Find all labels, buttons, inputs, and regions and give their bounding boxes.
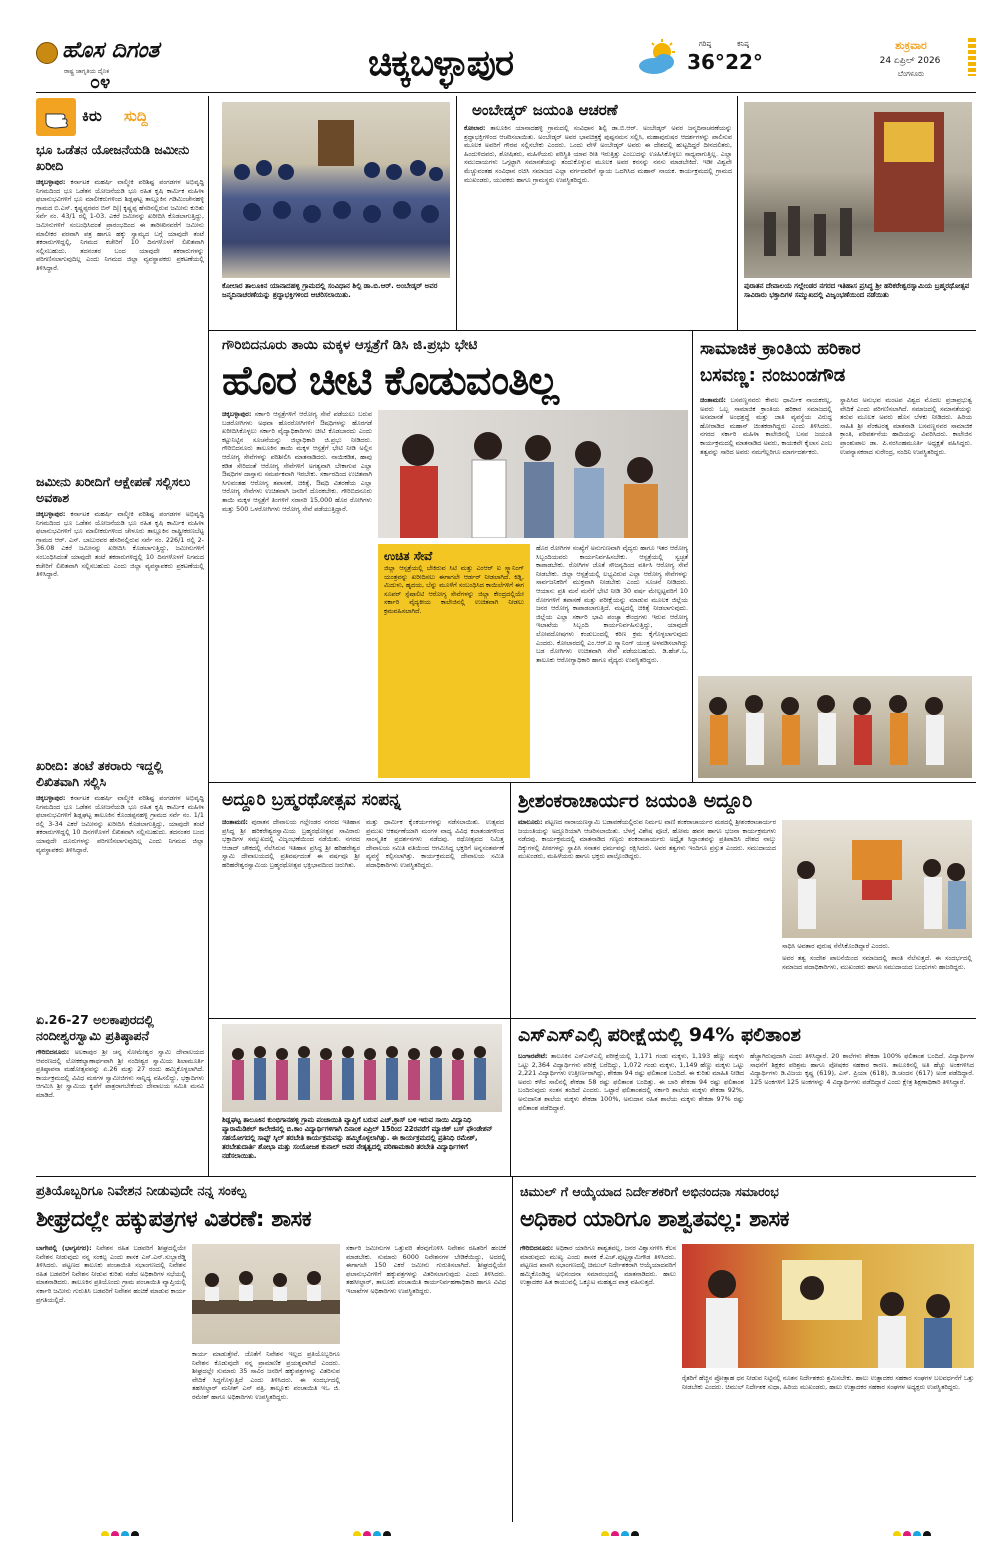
mid-rule-1 xyxy=(510,782,511,1176)
lead-col-3-body: ಮಟ್ಟದಲ್ಲಿ ಚಿಕಿತ್ಸೆ ನೀಡಲಾಗುವುದು. ಜಿಲ್ಲೆಯ ಎಲ್ಲಾ ಸರ್ಕಾರಿ ಭಾವಿ ಪಂಚ್ಯಾ ಕೇಂದ್ರಗಳು ಇರುವ ಆರೋಗ್ಯ ಇಲಾಖೆಯ ಸಿಬ್ಬಂದಿ ಕಾರ್ಯನಿರ್ವಹಿಸುತ್ತಿದ್ದು, ಯಾವುದೇ ಲೋಪದೋಷಗಳು ಕಂಡುಬಂದಲ್ಲಿ ಕಠಿಣ ಕ್ರಮ ಕೈಗೊಳ್ಳಲಾಗುವುದು ಎಂದರು. ಕೋಲಾರದಲ್ಲಿ ಎಂ.ಆರ್.ಐ ಸ್ಕ್ಯಾನಿಂಗ್ ಯಂತ್ರ ಅಳವಡಿಸಲಾಗಿದ್ದು ಬಡ ರೋಗಿಗಳು ಉಚಿತವಾಗಿ ಸೇವೆ ಪಡೆಯಬಹುದು. ಡಿ.ಹೆಚ್.ಒ, ತಾಲೂಕು ಆರೋಗ್ಯಾಧಿಕಾರಿ ಹಾಗೂ ವೈದ್ಯರು ಉಪಸ್ಥಿತರಿದ್ದರು. xyxy=(536,604,688,664)
sslc-col-2-body: ಹೆಚ್ಚಾಗಿರುವುದಾಗಿ ಎಂದು ತಿಳಿಸಿದ್ದಾರೆ. 20 ಶಾಲೆಗಳು ಶೇಕಡಾ 100% ಫಲಿತಾಂಶ ಬಂದಿದೆ. ವಿದ್ಯಾರ್ಥಿಗಳ ಸಾಧನೆಗೆ ಶಿಕ್ಷಕರ ಪರಿಶ್ರಮ ಹಾಗೂ ಪೋಷಕರ ಸಹಕಾರ ಕಾರಣ. ತಾಲೂಕಿನಲ್ಲಿ ಅತಿ ಹೆಚ್ಚು ಅಂಕಗಳಿಸಿದ ವಿದ್ಯಾರ್ಥಿಗಳು ಡಿ.ವಿಜಯ ಕೃಷ್ಣ (619), ಎಸ್. ಪ್ರಿಯಾ (618), ಡಿ.ಚಂದನ (617) ಅಂಕ ಪಡೆದಿದ್ದಾರೆ. 125 ಅಂಕಗಳಿಗೆ 125 ಅಂಕಗಳನ್ನು 4 ವಿದ್ಯಾರ್ಥಿಗಳು ಪಡೆದಿದ್ದಾರೆ ಎಂದು ಕ್ಷೇತ್ರ ಶಿಕ್ಷಣಾಧಿಕಾರಿ ತಿಳಿಸಿದ್ದಾರೆ. xyxy=(750,1052,974,1086)
bottom-rule xyxy=(512,1176,513,1522)
hospital-visit-photo xyxy=(378,410,688,538)
lead-kicker: ಗೌರಿಬಿದನೂರು ತಾಯಿ ಮಕ್ಕಳ ಆಸ್ಪತ್ರೆಗೆ ಡಿಸಿ ಜಿ.ಪ್ರಭು ಭೇಟಿ xyxy=(222,337,478,353)
brahmotsava-col-2-body: ಮತ್ತು ಧಾರ್ಮಿಕ ಕೈಂಕರ್ಯಗಳನ್ನು ನಡೆಸಲಾಯಿತು. ಉತ್ಸವದ ಪ್ರಮುಖ ಆಕರ್ಷಣೆಯಾಗಿ ಮಂಗಳ ವಾದ್ಯ ವಿವಿಧ ಕಲಾತಂಡಗಳಿಂದ ಸಾಂಸ್ಕೃತಿಕ ಪ್ರದರ್ಶನಗಳು ನಡೆದವು. ರಥೋತ್ಸವದ ನಿಮಿತ್ತ ದೇವಾಲಯ ಸಮಿತಿ ವತಿಯಿಂದ ಆಗಮಿಸಿದ್ದ ಭಕ್ತರಿಗೆ ಅನ್ನಸಂತರ್ಪಣೆ ವ್ಯವಸ್ಥೆ ಕಲ್ಪಿಸಲಾಗಿತ್ತು. ಕಾರ್ಯಕ್ರಮದಲ್ಲಿ ದೇವಾಲಯ ಸಮಿತಿ ಪದಾಧಿಕಾರಿಗಳು ಉಪಸ್ಥಿತರಿದ್ದರು. xyxy=(366,818,504,869)
brahmotsava-title: ಅದ್ದೂರಿ ಬ್ರಹ್ಮರಥೋತ್ಸವ ಸಂಪನ್ನ xyxy=(222,790,401,810)
housing-col-3-body: ಕಾರ್ಯ ಮಾಡುತ್ತೇವೆ. ಜೊತೆಗೆ ನಿವೇಶನ ಇಲ್ಲದ ಪ್ರತಿಯೊಬ್ಬರಿಗೂ ನಿವೇಶನ ಕೊಡುವುದೇ ನನ್ನ ಪ್ರಾಮಾಣಿಕ ಪ್ರಯತ್ನವಾಗಿದೆ ಎಂದರು. ಶೀಘ್ರದಲ್ಲೇ ಸುಮಾರು 35 ಸಾವಿರ ಜನರಿಗೆ ಹಕ್ಕುಪತ್ರಗಳನ್ನು ವಿತರಿಸುವ ವೇದಿಕೆ ಸಿದ್ಧಗೊಳ್ಳುತ್ತಿದೆ ಎಂದು ತಿಳಿಸಿದರು. ಈ ಸಂದರ್ಭದಲ್ಲಿ ತಹಸೀಲ್ದಾರ್ ಮನೀಶ್ ಎನ್ ಪತ್ರಿ, ತಾಲ್ಲೂಕು ಪಂಚಾಯಿತಿ ಇಒ ಜಿ. ರಮೇಶ್ ಹಾಗೂ ಅಧಿಕಾರಿಗಳು ಉಪಸ್ಥಿತರಿದ್ದರು. xyxy=(192,1350,340,1401)
registration-marks-right xyxy=(600,1524,660,1536)
housing-col-1 xyxy=(36,1244,186,1520)
left-story-2-body: ಕರ್ನಾಟಕ ಮಹರ್ಷಿ ವಾಲ್ಮೀಕಿ ಪರಿಶಿಷ್ಟ ಪಂಗಡಗಳ ಅಭಿವೃದ್ಧಿ ನಿಗಮದಿಂದ ಭೂ ಒಡೆತನ ಯೋಜನೆಯಡಿ ಭೂ ರಹಿತ ಕೃಷಿ ಕಾರ್ಮಿಕ ಮಹಿಳಾ ಫಲಾನುಭವಿಗಳಿಗೆ ಭೂ ಮಾಲೀಕರುಗಳಿಂದ ಚೇಳೂರು ತಾಲ್ಲೂಕಿನ ರಾಷ್ಟ್ರೀಕರಣಬೆಟ್ಟ ಗ್ರಾಮದ ಆರ್. ಎಸ್. ಬಾಬುರವರ ಹೆಸರಿನಲ್ಲಿರುವ ಸರ್ವೆ ನಂ. 226/1 ರಲ್ಲಿ 2-36.08 ಎಕರೆ ಜಮೀನನ್ನು ಖರೀದಿಸಿ ಕೊಡಲಾಗುತ್ತಿದ್ದು, ಜಮೀನುಗಳಿಗೆ ಸಂಬಂಧಿಸಿದಂತೆ ಯಾವುದೇ ತಂಟೆ ತಕರಾರುಗಳಿದ್ದಲ್ಲಿ 10 ದಿನಗಳೊಳಗೆ ನಿಗಮದ ಕಚೇರಿಗೆ ಲಿಖಿತವಾಗಿ ಸಲ್ಲಿಸಬಹುದು ಎಂದು ಜಿಲ್ಲಾ ವ್ಯವಸ್ಥಾಪಕರು ಪ್ರಕಟಣೆಯಲ್ಲಿ ತಿಳಿಸಿದ್ದಾರೆ. xyxy=(36,510,204,579)
left-story-3-lead: ಚಿಕ್ಕಬಳ್ಳಾಪುರ: xyxy=(36,794,66,802)
housing-col-2 xyxy=(346,1244,506,1520)
basavanna-lead: ಚಿಂತಾಮಣಿ: xyxy=(700,396,726,404)
shankara-title: ಶ್ರೀಶಂಕರಾಚಾರ್ಯರ ಜಯಂತಿ ಅದ್ದೂರಿ xyxy=(518,790,753,812)
housing-col-1-body: ನಿವೇಶನ ರಹಿತ ಬಡವರಿಗೆ ಶೀಘ್ರದಲ್ಲಿಯೇ ನಿವೇಶನ ನೀಡುವುದು ನನ್ನ ಸಂಕಲ್ಪ ಎಂದು ಶಾಸಕ ಎಸ್.ಎನ್.ಸುಬ್ಬಾರೆಡ್ಡಿ ತಿಳಿಸಿದರು. ಪಟ್ಟಣದ ತಾಲೂಕು ಪಂಚಾಯಿತಿ ಸಭಾಂಗಣದಲ್ಲಿ ನಿವೇಶನ ರಹಿತ ಬಡವರಿಗೆ ನಿವೇಶನ ನೀಡುವ ಕುರಿತು ನಡೆದ ಅಧಿಕಾರಿಗಳ ಸಭೆಯಲ್ಲಿ ಮಾತನಾಡಿದರು. ತಾಲೂಕಿನ ಪ್ರತಿಯೊಂದು ಗ್ರಾಮ ಪಂಚಾಯಿತಿ ವ್ಯಾಪ್ತಿಯಲ್ಲಿ ಸರ್ಕಾರಿ ಜಮೀನು ಗುರುತಿಸಿ ಬಡವರಿಗೆ ನಿವೇಶನ ಹಂಚಿಕೆ ಮಾಡುವ ಕಾರ್ಯ ಪ್ರಗತಿಯಲ್ಲಿದೆ. xyxy=(36,1244,186,1304)
free-service-box xyxy=(378,544,530,778)
left-story-1 xyxy=(36,142,204,472)
weather-icon xyxy=(636,38,684,78)
left-story-2 xyxy=(36,474,204,756)
side-strip xyxy=(968,38,976,76)
top-rule-1 xyxy=(456,96,457,330)
yanadahalli-photo xyxy=(222,102,450,278)
shankara-story-2: ಅವರ ತತ್ವ ಸಂದೇಶ ಪಾಲನೆಯಿಂದ ಸಮಾಜದಲ್ಲಿ ಶಾಂತಿ ನೆಲೆಸುತ್ತದೆ. ಈ ಸಂದರ್ಭದಲ್ಲಿ ಸಮಾಜದ ಪದಾಧಿಕಾರಿಗಳು, ಮುಖಂಡರು ಹಾಗೂ ಸಮುದಾಯದ ಬಂಧುಗಳು ಹಾಜರಿದ್ದರು. xyxy=(782,954,972,971)
ambedkar-body: ತಾಲೂಕಿನ ಯಾನಾದಹಳ್ಳಿ ಗ್ರಾಮದಲ್ಲಿ ಸಂವಿಧಾನ ಶಿಲ್ಪಿ ಡಾ.ಬಿ.ಆರ್. ಅಂಬೇಡ್ಕರ್ ಅವರ ಜನ್ಮದಿನಾಚರಣೆಯನ್ನು ಶ್ರದ್ಧಾಭಕ್ತಿಗಳಿಂದ ಆಚರಿಸಲಾಯಿತು. ಅಂಬೇಡ್ಕರ್ ಅವರ ಭಾವಚಿತ್ರಕ್ಕೆ ಪುಷ್ಪನಮನ ಸಲ್ಲಿಸಿ, ಮಹಾಪುರುಷರ ಆದರ್ಶಗಳನ್ನು ಪಾಲಿಸುವ ಮೂಲಕ ಅವರಿಗೆ ಗೌರವ ಸಲ್ಲಿಸಬೇಕು ಎಂದರು. ಒಂದು ವೇಳೆ ಅಂಬೇಡ್ಕರ್ ಅವರು ಈ ದೇಶದಲ್ಲಿ ಹುಟ್ಟದಿದ್ದರೆ ದೀನದಲಿತರು, ಹಿಂದುಳಿದವರು, ಶೋಷಿತರು, ಮಹಿಳೆಯರು ಪರಿಸ್ಥಿತಿ ಯಾವ ರೀತಿ ಇರುತ್ತಿತ್ತು ಎಂಬುದನ್ನು ಊಹಿಸಿಕೊಳ್ಳಲು ಸಾಧ್ಯವಾಗುತ್ತಿಲ್ಲ. ಎಲ್ಲಾ ಸಮುದಾಯಗಳು ಒಗ್ಗಟ್ಟಾಗಿ ಸಮಾನತೆಯನ್ನು ತಂದುಕೊಳ್ಳುವ ಮೂಲಕ ಅವರ ಕನಸನ್ನು ನನಸು ಮಾಡಬೇಕಿದೆ. ಇಡೀ ವಿಶ್ವವೇ ಮೆಚ್ಚುವಂತಹ ಸಂವಿಧಾನ ರಚಿಸಿ ಸಮಾಜದ ಎಲ್ಲಾ ವರ್ಗದವರಿಗೆ ನ್ಯಾಯ ಒದಗಿಸಿದ ಮಹಾನ್ ನಾಯಕ. ಕಾರ್ಯಕ್ರಮದಲ್ಲಿ ಗ್ರಾಮದ ಮುಖಂಡರು, ಯುವಕರು ಹಾಗೂ ಗ್ರಾಮಸ್ಥರು ಉಪಸ್ಥಿತರಿದ್ದರು. xyxy=(464,124,732,184)
chariot-caption: ಪುರಾತನ ದೇವಾಲಯ ಗಲ್ಲೇಂಡರ ನಗರದ ಇತಿಹಾಸ ಪ್ರಸಿದ್ಧ ಶ್ರೀ ಹರಿಕರೇಶ್ವರಸ್ವಾಮಿಯ ಬ್ರಹ್ಮರಥೋತ್ಸವ ಸಾವಿರಾರು ಭಕ್ತಾದಿಗಳ ಸಮ್ಮುಖದಲ್ಲಿ ವಿಜೃಂಭಣೆಯಿಂದ ನಡೆಯಿತು xyxy=(744,282,970,300)
chimul-photo xyxy=(682,1244,974,1368)
housing-col-2-body: ಸರ್ಕಾರಿ ಜಮೀನುಗಳ ಒತ್ತುವರಿ ತೆರವುಗೊಳಿಸಿ ನಿವೇಶನ ರಹಿತರಿಗೆ ಹಂಚಿಕೆ ಮಾಡಬೇಕು. ಸುಮಾರು 6000 ನಿವೇಶನಗಳ ಬೇಡಿಕೆಯಿದ್ದು, ಅದರಲ್ಲಿ ಈಗಾಗಲೇ 150 ಎಕರೆ ಜಮೀನು ಗುರುತಿಸಲಾಗಿದೆ. ಶೀಘ್ರದಲ್ಲಿಯೇ ಫಲಾನುಭವಿಗಳಿಗೆ ಹಕ್ಕುಪತ್ರಗಳನ್ನು ವಿತರಿಸಲಾಗುವುದು ಎಂದು ತಿಳಿಸಿದರು. ತಹಸೀಲ್ದಾರ್, ತಾಲೂಕು ಪಂಚಾಯಿತಿ ಕಾರ್ಯನಿರ್ವಹಣಾಧಿಕಾರಿ ಹಾಗೂ ವಿವಿಧ ಇಲಾಖೆಗಳ ಅಧಿಕಾರಿಗಳು ಉಪಸ್ಥಿತರಿದ್ದರು. xyxy=(346,1244,506,1295)
sslc-col-2 xyxy=(750,1052,974,1174)
basavanna-col-1 xyxy=(700,396,832,672)
chimul-col-1-body: ಅಧಿಕಾರ ಯಾರಿಗೂ ಶಾಶ್ವತವಲ್ಲ, ಜನರ ವಿಶ್ವಾಸಗಳಿಸಿ ಕೆಲಸ ಮಾಡುವುದು ಮುಖ್ಯ ಎಂದು ಶಾಸಕ ಕೆ.ಎಚ್.ಪುಟ್ಟಸ್ವಾಮಿಗೌಡ ತಿಳಿಸಿದರು. ಪಟ್ಟಣದ ಖಾಸಗಿ ಸಭಾಂಗಣದಲ್ಲಿ ಚಿಮುಲ್ ನಿರ್ದೇಶಕರಾಗಿ ಆಯ್ಕೆಯಾದವರಿಗೆ ಹಮ್ಮಿಕೊಂಡಿದ್ದ ಅಭಿನಂದನಾ ಸಮಾರಂಭದಲ್ಲಿ ಮಾತನಾಡಿದರು. ಹಾಲು ಉತ್ಪಾದಕರ ಹಿತ ಕಾಯುವಲ್ಲಿ ಒಕ್ಕೂಟ ಮಹತ್ವದ ಪಾತ್ರ ವಹಿಸುತ್ತದೆ. xyxy=(520,1244,676,1287)
masthead-edition: ಬೆಂಗಳೂರು xyxy=(897,70,925,78)
suddi-label: ಸುದ್ದಿ xyxy=(124,107,148,125)
free-service-text: ಜಿಲ್ಲಾ ಆಸ್ಪತ್ರೆಯಲ್ಲಿ ಬೇಕಿರುವ ಸಿಟಿ ಮತ್ತು ಎಂಆರ್ ಐ ಸ್ಕ್ಯಾನಿಂಗ್ ಯಂತ್ರವನ್ನು ಖರೀದಿಸಲು ಈಗಾಗಲೇ ಆರ್ಡರ್ ನೀಡಲಾಗಿದೆ. ಕಿಡ್ನಿ, ಮಿದುಳು, ಹೃದಯ, ಬೆನ್ನು ಮೂಳೆಗೆ ಸಂಬಂಧಿಸಿದ ಕಾಯಿಲೆಗಳಿಗೆ ಈಗ ಸೂಪರ್ ಸ್ಪೆಷಾಲಿಟಿ ಆರೋಗ್ಯ ಸೇವೆಗಳನ್ನು ಜಿಲ್ಲಾ ಕೇಂದ್ರದಲ್ಲಿಯೇ ಸರ್ಕಾರಿ ವೈದ್ಯಕೀಯ ಕಾಲೇಜಿನಲ್ಲಿ ಉಚಿತವಾಗಿ ನೀಡಲು ಕ್ರಮವಹಿಸಲಾಗಿದೆ. xyxy=(384,564,524,615)
max-label: ಗರಿಷ್ಠ xyxy=(698,40,712,48)
registration-marks-left xyxy=(100,1524,160,1536)
shankara-body: ಪಟ್ಟಣದ ನಾರಾಯಣಸ್ವಾಮಿ ಬಡಾವಣೆಯಲ್ಲಿರುವ ನಿರ್ಮಲ ವಾಣಿ ಶಂಕರಾಚಾರ್ಯರ ಮಠದಲ್ಲಿ ಶ್ರೀಶಂಕರಾಚಾರ್ಯರ ಜಯಂತಿಯನ್ನು ಅದ್ದೂರಿಯಾಗಿ ಆಚರಿಸಲಾಯಿತು. ಬೆಳಗ್ಗೆ ವಿಶೇಷ ಪೂಜೆ, ಹೋಮ ಹವನ ಹಾಗೂ ಭಜನಾ ಕಾರ್ಯಕ್ರಮಗಳು ನಡೆದವು. ಕಾರ್ಯಕ್ರಮದಲ್ಲಿ ಮಾತನಾಡಿದ ಗಣ್ಯರು ಶಂಕರಾಚಾರ್ಯರು ಅದ್ವೈತ ಸಿದ್ಧಾಂತವನ್ನು ಪ್ರತಿಪಾದಿಸಿ ದೇಶದ ನಾಲ್ಕು ದಿಕ್ಕುಗಳಲ್ಲಿ ಪೀಠಗಳನ್ನು ಸ್ಥಾಪಿಸಿ ಸನಾತನ ಧರ್ಮವನ್ನು ರಕ್ಷಿಸಿದರು. ಅವರ ತತ್ವಗಳು ಇಂದಿಗೂ ಪ್ರಸ್ತುತ ಎಂದರು. ಸಮುದಾಯದ ಮುಖಂಡರು, ಮಹಿಳೆಯರು ಹಾಗೂ ಭಕ್ತರು ಪಾಲ್ಗೊಂಡಿದ್ದರು. xyxy=(518,818,776,861)
brahmotsava-col-2 xyxy=(366,818,504,1014)
left-story-3 xyxy=(36,758,204,1008)
kiru-label: ಕಿರು xyxy=(82,107,102,125)
left-story-4-body: ಅಲಕಾಪುರ ಶ್ರೀ ಚನ್ನ ಸೋಮೇಶ್ವರ ಸ್ವಾಮಿ ದೇವಾಲಯದ ಆವರಣದಲ್ಲಿ ಲೋಕಕಲ್ಯಾಣಾರ್ಥವಾಗಿ ಶ್ರೀ ನಂದೀಶ್ವರ ಸ್ವಾಮಿಯ ಶಿಲಾಮೂರ್ತಿ ಪ್ರತಿಷ್ಠಾಪನಾ ಮಹೋತ್ಸವವನ್ನು ಏ.26 ಮತ್ತು 27 ರಂದು ಹಮ್ಮಿಕೊಳ್ಳಲಾಗಿದೆ. ಕಾರ್ಯಕ್ರಮದಲ್ಲಿ ವಿವಿಧ ಮಠಗಳ ಸ್ವಾಮೀಜಿಗಳು ಸಾನ್ನಿಧ್ಯ ವಹಿಸಲಿದ್ದು, ಭಕ್ತಾದಿಗಳು ಆಗಮಿಸಿ ಶ್ರೀ ಸ್ವಾಮಿಯ ಕೃಪೆಗೆ ಪಾತ್ರರಾಗಬೇಕೆಂದು ದೇವಾಲಯ ಸಮಿತಿ ಮನವಿ ಮಾಡಿದೆ. xyxy=(36,1048,204,1099)
left-story-2-title: ಜಮೀನು ಖರೀದಿಗೆ ಆಕ್ಷೇಪಣೆ ಸಲ್ಲಿಸಲು ಅವಕಾಶ xyxy=(36,474,191,505)
brahmotsava-lead: ಚಿಂತಾಮಣಿ: xyxy=(222,818,248,826)
basavanna-col-2-body: ಸ್ಥಾಪಿಸಿದ ಅನುಭವ ಮಂಟಪ ವಿಶ್ವದ ಮೊದಲ ಪ್ರಜಾಪ್ರಭುತ್ವ ವೇದಿಕೆ ಎಂದು ಪರಿಗಣಿಸಲಾಗಿದೆ. ಸಮಾಜದಲ್ಲಿ ಸಮಾನತೆಯನ್ನು ತರುವ ಮೂಲಕ ಅವರು ಹೊಸ ಬೆಳಕು ನೀಡಿದರು. ಹಿರಿಯ ಸಾಹಿತಿ ಶ್ರೀ ವೆಂಕಟರತ್ನ ಮಾತನಾಡಿ ಬಸವಣ್ಣನವರ ಸಾಮಾಜಿಕ ಕ್ರಾಂತಿ, ಪರಿವರ್ತನೆಯ ಹಾದಿಯನ್ನು ವಿವರಿಸಿದರು. ಕಾಲೇಜಿನ ಪ್ರಾಂಶುಪಾಲ ಡಾ. ಪಿ.ನರಸಿಂಹಮೂರ್ತಿ ಅಧ್ಯಕ್ಷತೆ ವಹಿಸಿದ್ದರು. ಉಪನ್ಯಾಸಕರಾದ ಸುರೇಂದ್ರ, ನಂದಿನಿ ಉಪಸ್ಥಿತರಿದ್ದರು. xyxy=(840,396,972,456)
basavanna-col-2 xyxy=(840,396,972,672)
sidlaghatta-caption: ಶಿಡ್ಲಘಟ್ಟ ತಾಲೂಕಿನ ಕುಂಭಿಗಾನಹಳ್ಳಿ ಗ್ರಾಮ ಪಂಚಾಯಿತಿ ವ್ಯಾಪ್ತಿಗೆ ಬರುವ ಎಚ್.ಕ್ರಾಸ್ ಬಳಿ ಇರುವ ಸಾಯಿ ವಿದ್ಯಾನಿಧಿ ಪ್ಯಾರಾಮೆಡಿಕಲ್ ಕಾಲೇಜಿನಲ್ಲಿ ಬಿ.ಕಾಂ ವಿದ್ಯಾರ್ಥಿಗಳಿಗಾಗಿ ದಿನಾಂಕ ಏಪ್ರಿಲ್ 15ರಿಂದ 22ರವರೆಗೆ ಮ್ಯಾಜಿಕ್ ಬಸ್ ಫೌಂಡೇಶನ್ ಸಹಯೋಗದಲ್ಲಿ ಸಾಫ್ಟ್ ಸ್ಕಿಲ್ ತರಬೇತಿ ಕಾರ್ಯಕ್ರಮವನ್ನು ಹಮ್ಮಿಕೊಳ್ಳಲಾಗಿತ್ತು. ಈ ಕಾರ್ಯಕ್ರಮದಲ್ಲಿ ಪ್ರತಿನಿಧಿ ರಮೇಶ್, ತರಬೇತುದಾರ್ತಿ ಶೋಭಾ ಮತ್ತು ಸಂಯೋಜಕ ಕುನಾಲ್ ಅವರ ನೇತೃತ್ವದಲ್ಲಿ ಪರಿಣಾಮಕಾರಿ ತರಬೇತಿ ವಿದ್ಯಾರ್ಥಿಗಳಿಗೆ ನಡೆಸಲಾಯಿತು. xyxy=(222,1116,493,1160)
shankara-photo xyxy=(782,820,972,938)
brahmotsava-col-1 xyxy=(222,818,360,1014)
left-story-4-title: ಏ.26-27 ಅಲಕಾಪುರದಲ್ಲಿ ನಂದೀಶ್ವರಸ್ವಾಮಿ ಪ್ರತಿಷ್ಠಾಪನೆ xyxy=(36,1012,154,1043)
basavanna-col-1-body: ಬಸವಣ್ಣನವರು ಕೇವಲ ಧಾರ್ಮಿಕ ನಾಯಕರಲ್ಲ, ಅವರು ಒಬ್ಬ ಸಾಮಾಜಿಕ ಕ್ರಾಂತಿಯ ಹರಿಕಾರ ಸಮಾಜದಲ್ಲಿ ಅಸಮಾನತೆ ಅಂಧಶ್ರದ್ಧೆ ಮತ್ತು ಜಾತಿ ವ್ಯವಸ್ಥೆಯ ವಿರುದ್ಧ ಹೋರಾಡಿದ ಮಹಾನ್ ಚಿಂತಕರಾಗಿದ್ದರು ಎಂದು ತಿಳಿಸಿದರು. ನಗರದ ಸರ್ಕಾರಿ ಮಹಿಳಾ ಕಾಲೇಜಿನಲ್ಲಿ ಬಸವ ಜಯಂತಿ ಕಾರ್ಯಕ್ರಮದಲ್ಲಿ ಮಾತನಾಡಿದ ಅವರು, ಕಾಯಕವೇ ಕೈಲಾಸ ಎಂಬ ತತ್ವವನ್ನು ಸಾರಿದ ಅವರು ನಮಗೆಲ್ಲರಿಗೂ ಮಾರ್ಗದರ್ಶಕರು. xyxy=(700,396,832,456)
max-temp: 36° xyxy=(687,50,725,74)
lead-lead-label: ಚಿಕ್ಕಬಳ್ಳಾಪುರ: xyxy=(222,410,252,418)
top-rule-2 xyxy=(737,96,738,330)
registration-marks-center xyxy=(352,1524,412,1536)
basavanna-photo xyxy=(698,676,972,778)
masthead-day: ಶುಕ್ರವಾರ xyxy=(895,39,927,52)
lead-col-1 xyxy=(222,410,372,780)
sslc-col-1-body: ತಾಲೂಕಿನ ಎಸ್ಎಸ್ಎಲ್ಸಿ ಪರೀಕ್ಷೆಯಲ್ಲಿ 1,171 ಗಂಡು ಮಕ್ಕಳು, 1,193 ಹೆಣ್ಣು ಮಕ್ಕಳು ಒಟ್ಟು 2,364 ವಿದ್ಯಾರ್ಥಿಗಳು ಪರೀಕ್ಷೆ ಬರೆದಿದ್ದು, 1,072 ಗಂಡು ಮಕ್ಕಳು, 1,149 ಹೆಣ್ಣು ಮಕ್ಕಳು ಒಟ್ಟು 2,221 ವಿದ್ಯಾರ್ಥಿಗಳು ಉತ್ತೀರ್ಣರಾಗಿದ್ದು, ಶೇಕಡಾ 94 ರಷ್ಟು ಫಲಿತಾಂಶ ಬಂದಿದೆ. ಈ ಕುರಿತು ಮಾಹಿತಿ ನೀಡಿದ ಅವರು ಕಳೆದ ಸಾಲಿನಲ್ಲಿ ಶೇಕಡಾ 58 ರಷ್ಟು ಫಲಿತಾಂಶ ಬಂದಿತ್ತು. ಈ ಬಾರಿ ಶೇಕಡಾ 94 ರಷ್ಟು ಫಲಿತಾಂಶ ಬಂದಿರುವುದು ಸಂತಸ ತಂದಿದೆ ಎಂದರು. ಒಟ್ಟಾರೆ ಫಲಿತಾಂಶದಲ್ಲಿ ಸರ್ಕಾರಿ ಶಾಲೆಯ ಮಕ್ಕಳು ಶೇಕಡಾ 92%, ಅನುದಾನಿತ ಶಾಲೆಯ ಮಕ್ಕಳು ಶೇಕಡಾ 100%, ಅನುದಾನ ರಹಿತ ಶಾಲೆಯ ಮಕ್ಕಳು ಶೇಕಡಾ 97% ರಷ್ಟು ಫಲಿತಾಂಶ ಪಡೆದಿದ್ದಾರೆ. xyxy=(518,1052,744,1112)
row4-rule xyxy=(36,1176,976,1177)
left-story-1-body: ಕರ್ನಾಟಕ ಮಹರ್ಷಿ ವಾಲ್ಮೀಕಿ ಪರಿಶಿಷ್ಟ ಪಂಗಡಗಳ ಅಭಿವೃದ್ಧಿ ನಿಗಮದಿಂದ ಭೂ ಒಡೆತನ ಯೋಜನೆಯಡಿ ಭೂ ರಹಿತ ಕೃಷಿ ಕಾರ್ಮಿಕ ಮಹಿಳಾ ಫಲಾನುಭವಿಗಳಿಗೆ ಭೂ ಮಾಲೀಕರುಗಳಿಂದ ಶಿಡ್ಲಘಟ್ಟ ತಾಲ್ಲೂಕಿನ ಗಡಿಮಿಂಚೇನಹಳ್ಳಿ ಗ್ರಾಮದ ಬಿ.ಎಸ್. ಕೃಷ್ಣಪ್ಪರವರ ಬಿನ್ ದಿ|| ಕೃಷ್ಣಪ್ಪ ಹೆಸರಿನಲ್ಲಿರುವ ಜಮೀನು ಕುರಿತು ಸರ್ವೆ ನಂ. 43/1 ರಲ್ಲಿ 1-03. ಎಕರೆ ಜಮೀನನ್ನು ಖರೀದಿಸಿ ಕೊಡಲಾಗುತ್ತಿದ್ದು, ಜಮೀನುಗಳಿಗೆ ಸಂಬಂಧಿಸಿದಂತೆ ಪ್ರಾರಂಭದಿಂದ ಈ ತಾರೀಖಿನವರೆಗೆ ಜಮೀನು ಮಾಲೀಕರ ಪರವಾಗಿ ಪತ್ರ ಹಾಗೂ ಹಕ್ಕು ಸ್ವಾಮ್ಯದ ಬಗ್ಗೆ ಯಾವುದೇ ತಂಟೆ ತಕರಾರುಗಳಿದ್ದಲ್ಲಿ, ನಿಗಮದ ಕಚೇರಿಗೆ 10 ದಿನಗಳೊಳಗೆ ಲಿಖಿತವಾಗಿ ಸಲ್ಲಿಸಬಹುದು. ತದನಂತರ ಬಂದ ಯಾವುದೇ ತಕರಾರುಗಳನ್ನು ಪರಿಗಣಿಸಲಾಗುವುದಿಲ್ಲ ಎಂದು ನಿಗಮದ ಜಿಲ್ಲಾ ವ್ಯವಸ್ಥಾಪಕರು ಪ್ರಕಟಣೆಯಲ್ಲಿ ತಿಳಿಸಿದ್ದಾರೆ. xyxy=(36,178,204,272)
shankara-lead: ಮಾಲೂರು: xyxy=(518,818,543,826)
chimul-col-1 xyxy=(520,1244,676,1520)
left-story-3-body: ಕರ್ನಾಟಕ ಮಹರ್ಷಿ ವಾಲ್ಮೀಕಿ ಪರಿಶಿಷ್ಟ ಪಂಗಡಗಳ ಅಭಿವೃದ್ಧಿ ನಿಗಮದಿಂದ ಭೂ ಒಡೆತನ ಯೋಜನೆಯಡಿ ಭೂ ರಹಿತ ಕೃಷಿ ಕಾರ್ಮಿಕ ಮಹಿಳಾ ಫಲಾನುಭವಿಗಳಿಗೆ ಶಿಡ್ಲಘಟ್ಟ ತಾಲೂಕಿನ ಕೊಂಡಪ್ಪನಹಳ್ಳಿ ಗ್ರಾಮದ ಸರ್ವೆ ನಂ. 1/1 ರಲ್ಲಿ 3-34 ಎಕರೆ ಜಮೀನನ್ನು ಖರೀದಿಸಿ ಕೊಡಲಾಗುತ್ತಿದ್ದು, ಯಾವುದೇ ತಂಟೆ ತಕರಾರುಗಳಿದ್ದಲ್ಲಿ 10 ದಿನಗಳೊಳಗೆ ಲಿಖಿತವಾಗಿ ಸಲ್ಲಿಸಬಹುದು. ತದನಂತರ ಬಂದ ಯಾವುದೇ ದೂರುಗಳನ್ನು ಪರಿಗಣಿಸಲಾಗುವುದಿಲ್ಲ ಎಂದು ನಿಗಮದ ಜಿಲ್ಲಾ ವ್ಯವಸ್ಥಾಪಕರು ತಿಳಿಸಿದ್ದಾರೆ. xyxy=(36,794,204,854)
lead-col-2 xyxy=(536,544,688,778)
brahmotsava-col-1-body: ಪುರಾತನ ದೇವಾಲಯ ಗಲ್ಲೇಂಡರ ನಗರದ ಇತಿಹಾಸ ಪ್ರಸಿದ್ಧ ಶ್ರೀ ಹರಿಕರೇಶ್ವರಸ್ವಾಮಿಯ ಬ್ರಹ್ಮರಥೋತ್ಸವ ಸಾವಿರಾರು ಭಕ್ತಾದಿಗಳ ಸಮ್ಮುಖದಲ್ಲಿ ವಿಜೃಂಭಣೆಯಿಂದ ನಡೆಯಿತು. ನಗರದ ಆಜಾದ್ ಚೌಕದಲ್ಲಿ ನೆಲೆಸಿರುವ ಇತಿಹಾಸ ಪ್ರಸಿದ್ಧ ಶ್ರೀ ಹರಿಹರೇಶ್ವರ ಸ್ವಾಮಿ ದೇವಾಲಯದಲ್ಲಿ ಪ್ರತಿವರ್ಷದಂತೆ ಈ ವರ್ಷವೂ ಶ್ರೀ ಹರಿಹರೇಶ್ವರಸ್ವಾಮಿಯ ಬ್ರಹ್ಮರಥೋತ್ಸವ ಭಕ್ತಿಭಾವದಿಂದ ಜರುಗಿತು. xyxy=(222,818,360,869)
left-story-4-lead: ಗೌರಿಬಿದನೂರು: xyxy=(36,1048,70,1056)
ambedkar-lead: ಕೋಲಾರ: xyxy=(464,124,486,132)
chimul-col-2-body: ರೈತರಿಗೆ ಹೆಚ್ಚಿನ ಪ್ರೋತ್ಸಾಹ ಧನ ನೀಡುವ ನಿಟ್ಟಿನಲ್ಲಿ ನೂತನ ನಿರ್ದೇಶಕರು ಶ್ರಮಿಸಬೇಕು. ಹಾಲು ಉತ್ಪಾದಕರ ಸಹಕಾರ ಸಂಘಗಳ ಬಲವರ್ಧನೆಗೆ ಒತ್ತು ನೀಡಬೇಕು ಎಂದರು. ಚಿಮುಲ್ ನಿರ್ದೇಶಕ ಸುಧಾ, ಹಿರಿಯ ಮುಖಂಡರು, ಹಾಲು ಉತ್ಪಾದಕರ ಸಹಕಾರ ಸಂಘಗಳ ಅಧ್ಯಕ್ಷರು ಉಪಸ್ಥಿತರಿದ್ದರು. xyxy=(682,1374,974,1391)
chimul-kicker: ಚಿಮುಲ್ ಗೆ ಆಯ್ಕೆಯಾದ ನಿರ್ದೇಶಕರಿಗೆ ಅಭಿನಂದನಾ ಸಮಾರಂಭ xyxy=(520,1184,779,1199)
lead-col-2-body: ಹೊರ ರೋಗಿಗಳ ಸಂಖ್ಯೆಗೆ ಅನುಗುಣವಾಗಿ ವೈದ್ಯರು ಹಾಗೂ ಇತರ ಆರೋಗ್ಯ ಸಿಬ್ಬಂದಿಯವರು ಕಾರ್ಯನಿರ್ವಹಿಸಬೇಕು. ಆಸ್ಪತ್ರೆಯಲ್ಲಿ ಸ್ವಚ್ಛತೆ ಕಾಪಾಡಬೇಕು. ರೋಗಿಗಳ ಜೊತೆ ಸೌಜನ್ಯದಿಂದ ವರ್ತಿಸಿ ಆರೋಗ್ಯ ಸೇವೆ ನೀಡಬೇಕು. ಜಿಲ್ಲಾ ಆಸ್ಪತ್ರೆಯಲ್ಲಿ ಲಭ್ಯವಿರುವ ಎಲ್ಲಾ ಆರೋಗ್ಯ ಸೇವೆಗಳನ್ನು ಸಾರ್ವಜನಿಕರಿಗೆ ಮುಕ್ತವಾಗಿ ನೀಡಬೇಕು ಎಂದು ಸೂಚನೆ ನೀಡಿದರು. ಆಯಾಸ: ಪ್ರತಿ ಮನೆ ಮನೆಗೆ ಭೇಟಿ ನೀಡಿ 30 ವರ್ಷ ಮೇಲ್ಪಟ್ಟವರಿಗೆ 10 ರೋಗಗಳಿಗೆ ತಪಾಸಣೆ ಮತ್ತು ಪರೀಕ್ಷೆಯನ್ನು ಮಾಡುವ ಮೂಲಕ ಜಿಲ್ಲೆಯ ಜನರ ಆರೋಗ್ಯ ಕಾಪಾಡಲಾಗುತ್ತಿದೆ. xyxy=(536,544,688,613)
chimul-lead: ಗೌರಿಬಿದನೂರು: xyxy=(520,1244,554,1252)
logo-block xyxy=(36,30,206,92)
logo-tagline: ರಾಷ್ಟ್ರ ಜಾಗೃತಿಯ ದೈನಿಕ xyxy=(64,68,110,75)
row1-rule xyxy=(208,330,976,331)
basavanna-title-1: ಸಾಮಾಜಿಕ ಕ್ರಾಂತಿಯ ಹರಿಕಾರ xyxy=(700,339,861,359)
page-number: ೦೪ xyxy=(90,72,111,92)
row2-rule xyxy=(208,782,976,783)
left-story-3-title: ಖರೀದಿ: ತಂಟೆ ತಕರಾರು ಇದ್ದಲ್ಲಿ ಲಿಖಿತವಾಗಿ ಸಲ್ಲಿಸಿ xyxy=(36,758,163,789)
left-column-rule xyxy=(208,96,209,1176)
masthead-date: 24 ಏಪ್ರಿಲ್ 2026 xyxy=(879,56,941,66)
row3-rule-b xyxy=(510,1018,976,1019)
registration-marks-far-right xyxy=(892,1524,952,1536)
sslc-title: ಎಸ್ಎಸ್ಎಲ್ಸಿ ಪರೀಕ್ಷೆಯಲ್ಲಿ 94% ಫಲಿತಾಂಶ xyxy=(518,1024,801,1046)
left-story-1-title: ಭೂ ಒಡೆತನ ಯೋಜನೆಯಡಿ ಜಮೀನು ಖರೀದಿ xyxy=(36,142,190,173)
housing-col-3 xyxy=(192,1350,340,1520)
left-story-4 xyxy=(36,1012,204,1172)
logo-emblem-icon xyxy=(36,42,58,64)
hand-pointer-icon xyxy=(36,98,76,136)
sslc-lead: ಬಂಗಾರಪೇಟೆ: xyxy=(518,1052,548,1060)
chariot-photo xyxy=(744,102,972,278)
housing-photo xyxy=(192,1244,340,1344)
shankara-story xyxy=(518,818,776,1016)
housing-kicker: ಪ್ರತಿಯೊಬ್ಬರಿಗೂ ನಿವೇಶನ ನೀಡುವುದೇ ನನ್ನ ಸಂಕಲ್ಪ xyxy=(36,1184,247,1199)
basavanna-title-2: ಬಸವಣ್ಣ: ನಂಜುಂಡಗೌಡ xyxy=(700,365,846,386)
left-story-1-lead: ಚಿಕ್ಕಬಳ್ಳಾಪುರ: xyxy=(36,178,66,186)
logo-text: ಹೊಸ ದಿಗಂತ xyxy=(62,38,160,63)
ambedkar-title: ಅಂಬೇಡ್ಕರ್ ಜಯಂತಿ ಆಚರಣೆ xyxy=(472,101,618,119)
housing-lead: ಬಾಗೇಪಲ್ಲಿ (ಭಾಗ್ಯನಗರ): xyxy=(36,1244,92,1252)
kiru-suddi-header xyxy=(36,96,200,140)
lead-rule xyxy=(692,330,693,782)
row3-rule-a xyxy=(208,1018,510,1019)
ambedkar-story xyxy=(464,124,732,328)
yanadahalli-caption: ಕೋಲಾರ ತಾಲೂಕಿನ ಯಾನಾದಹಳ್ಳಿ ಗ್ರಾಮದಲ್ಲಿ ಸಂವಿಧಾನ ಶಿಲ್ಪಿ ಡಾ.ಬಿ.ಆರ್. ಅಂಬೇಡ್ಕರ್ ಅವರ ಜನ್ಮದಿನಾಚರಣೆಯನ್ನು ಶ್ರದ್ಧಾಭಕ್ತಿಗಳಿಂದ ಆಚರಿಸಲಾಯಿತು. xyxy=(222,282,438,300)
lead-headline: ಹೊರ ಚೀಟಿ ಕೊಡುವಂತಿಲ್ಲ xyxy=(222,358,558,404)
min-label: ಕನಿಷ್ಠ xyxy=(737,40,749,48)
chimul-col-2 xyxy=(682,1374,974,1520)
left-story-2-lead: ಚಿಕ್ಕಬಳ್ಳಾಪುರ: xyxy=(36,510,66,518)
free-service-title: ಉಚಿತ ಸೇವೆ xyxy=(384,549,433,563)
chimul-headline: ಅಧಿಕಾರ ಯಾರಿಗೂ ಶಾಶ್ವತವಲ್ಲ: ಶಾಸಕ xyxy=(520,1207,790,1232)
masthead xyxy=(0,0,1000,93)
sslc-col-1 xyxy=(518,1052,744,1174)
masthead-rule xyxy=(36,92,976,93)
shankara-photo-caption: ಸಾಧಿಸಿ ಅವತಾರ ಪುರುಷ ನೆನೆಸಿಕೊಂಡಿದ್ದಾರೆ ಎಂದರು. xyxy=(782,942,890,950)
housing-headline: ಶೀಘ್ರದಲ್ಲೇ ಹಕ್ಕುಪತ್ರಗಳ ವಿತರಣೆ: ಶಾಸಕ xyxy=(36,1207,312,1232)
sidlaghatta-photo xyxy=(222,1024,502,1112)
lead-col-1-body: ಸರ್ಕಾರಿ ಆಸ್ಪತ್ರೆಗಳಿಗೆ ಆರೋಗ್ಯ ಸೇವೆ ಪಡೆಯಲು ಬರುವ ಬಡರೋಗಿಗಳು ಅಥವಾ ಹೊರರೋಗಿಗಳಿಗೆ ಔಷಧಿಗಳನ್ನು ಹೊರಗಡೆ ಖರೀದಿಸಿಕೊಳ್ಳಲು ಸರ್ಕಾರಿ ವೈದ್ಯಾಧಿಕಾರಿಗಳು ಚೀಟಿ ಕೊಡಬಾರದು ಎಂದು ಕಟ್ಟುನಿಟ್ಟಿನ ಸೂಚನೆಯನ್ನು ಜಿಲ್ಲಾಧಿಕಾರಿ ಜಿ.ಪ್ರಭು ನೀಡಿದರು. ಗೌರಿಬಿದನೂರು ತಾಲೂಕಿನ ತಾಯಿ ಮಕ್ಕಳ ಆಸ್ಪತ್ರೆಗೆ ಭೇಟಿ ನೀಡಿ ಅಲ್ಲಿನ ಆರೋಗ್ಯ ಸೇವೆಗಳನ್ನು ಪರಿಶೀಲಿಸಿ ಮಾತನಾಡಿದರು. ನಾಯಿಕಡಿತ, ಹಾವು ಕಡಿತ ಸೇರಿದಂತೆ ಆರೋಗ್ಯ ಸೇವೆಗಳಿಗೆ ಅಗತ್ಯವಾಗಿ ಬೇಕಾಗುವ ಎಲ್ಲಾ ಔಷಧಿಗಳ ದಾಸ್ತಾನು ಸಮರ್ಪಕವಾಗಿ ಇರಬೇಕು. ಸರ್ಕಾರದಿಂದ ಉಚಿತವಾಗಿ ಸಿಗುವಂತಹ ಆರೋಗ್ಯ ತಪಾಸಣೆ, ಚಿಕಿತ್ಸೆ, ಔಷಧಿ ವಿತರಣೆಯ ಎಲ್ಲಾ ಆರೋಗ್ಯ ಸೇವೆಗಳು ಉಚಿತವಾಗಿ ಜನರಿಗೆ ದೊರಕಬೇಕು. ಗೌರಿಬಿದನೂರು ತಾಯಿ ಮಕ್ಕಳ ಆಸ್ಪತ್ರೆಗೆ ತಿಂಗಳಿಗೆ ಸರಾಸರಿ 15,000 ಹೊರ ರೋಗಿಗಳು ಮತ್ತು 500 ಒಳರೋಗಿಗಳು ಆರೋಗ್ಯ ಸೇವೆ ಪಡೆಯುತ್ತಿದ್ದಾರೆ. xyxy=(222,410,372,513)
city-title: ಚಿಕ್ಕಬಳ್ಳಾಪುರ xyxy=(368,43,514,84)
min-temp: 22° xyxy=(725,50,763,74)
